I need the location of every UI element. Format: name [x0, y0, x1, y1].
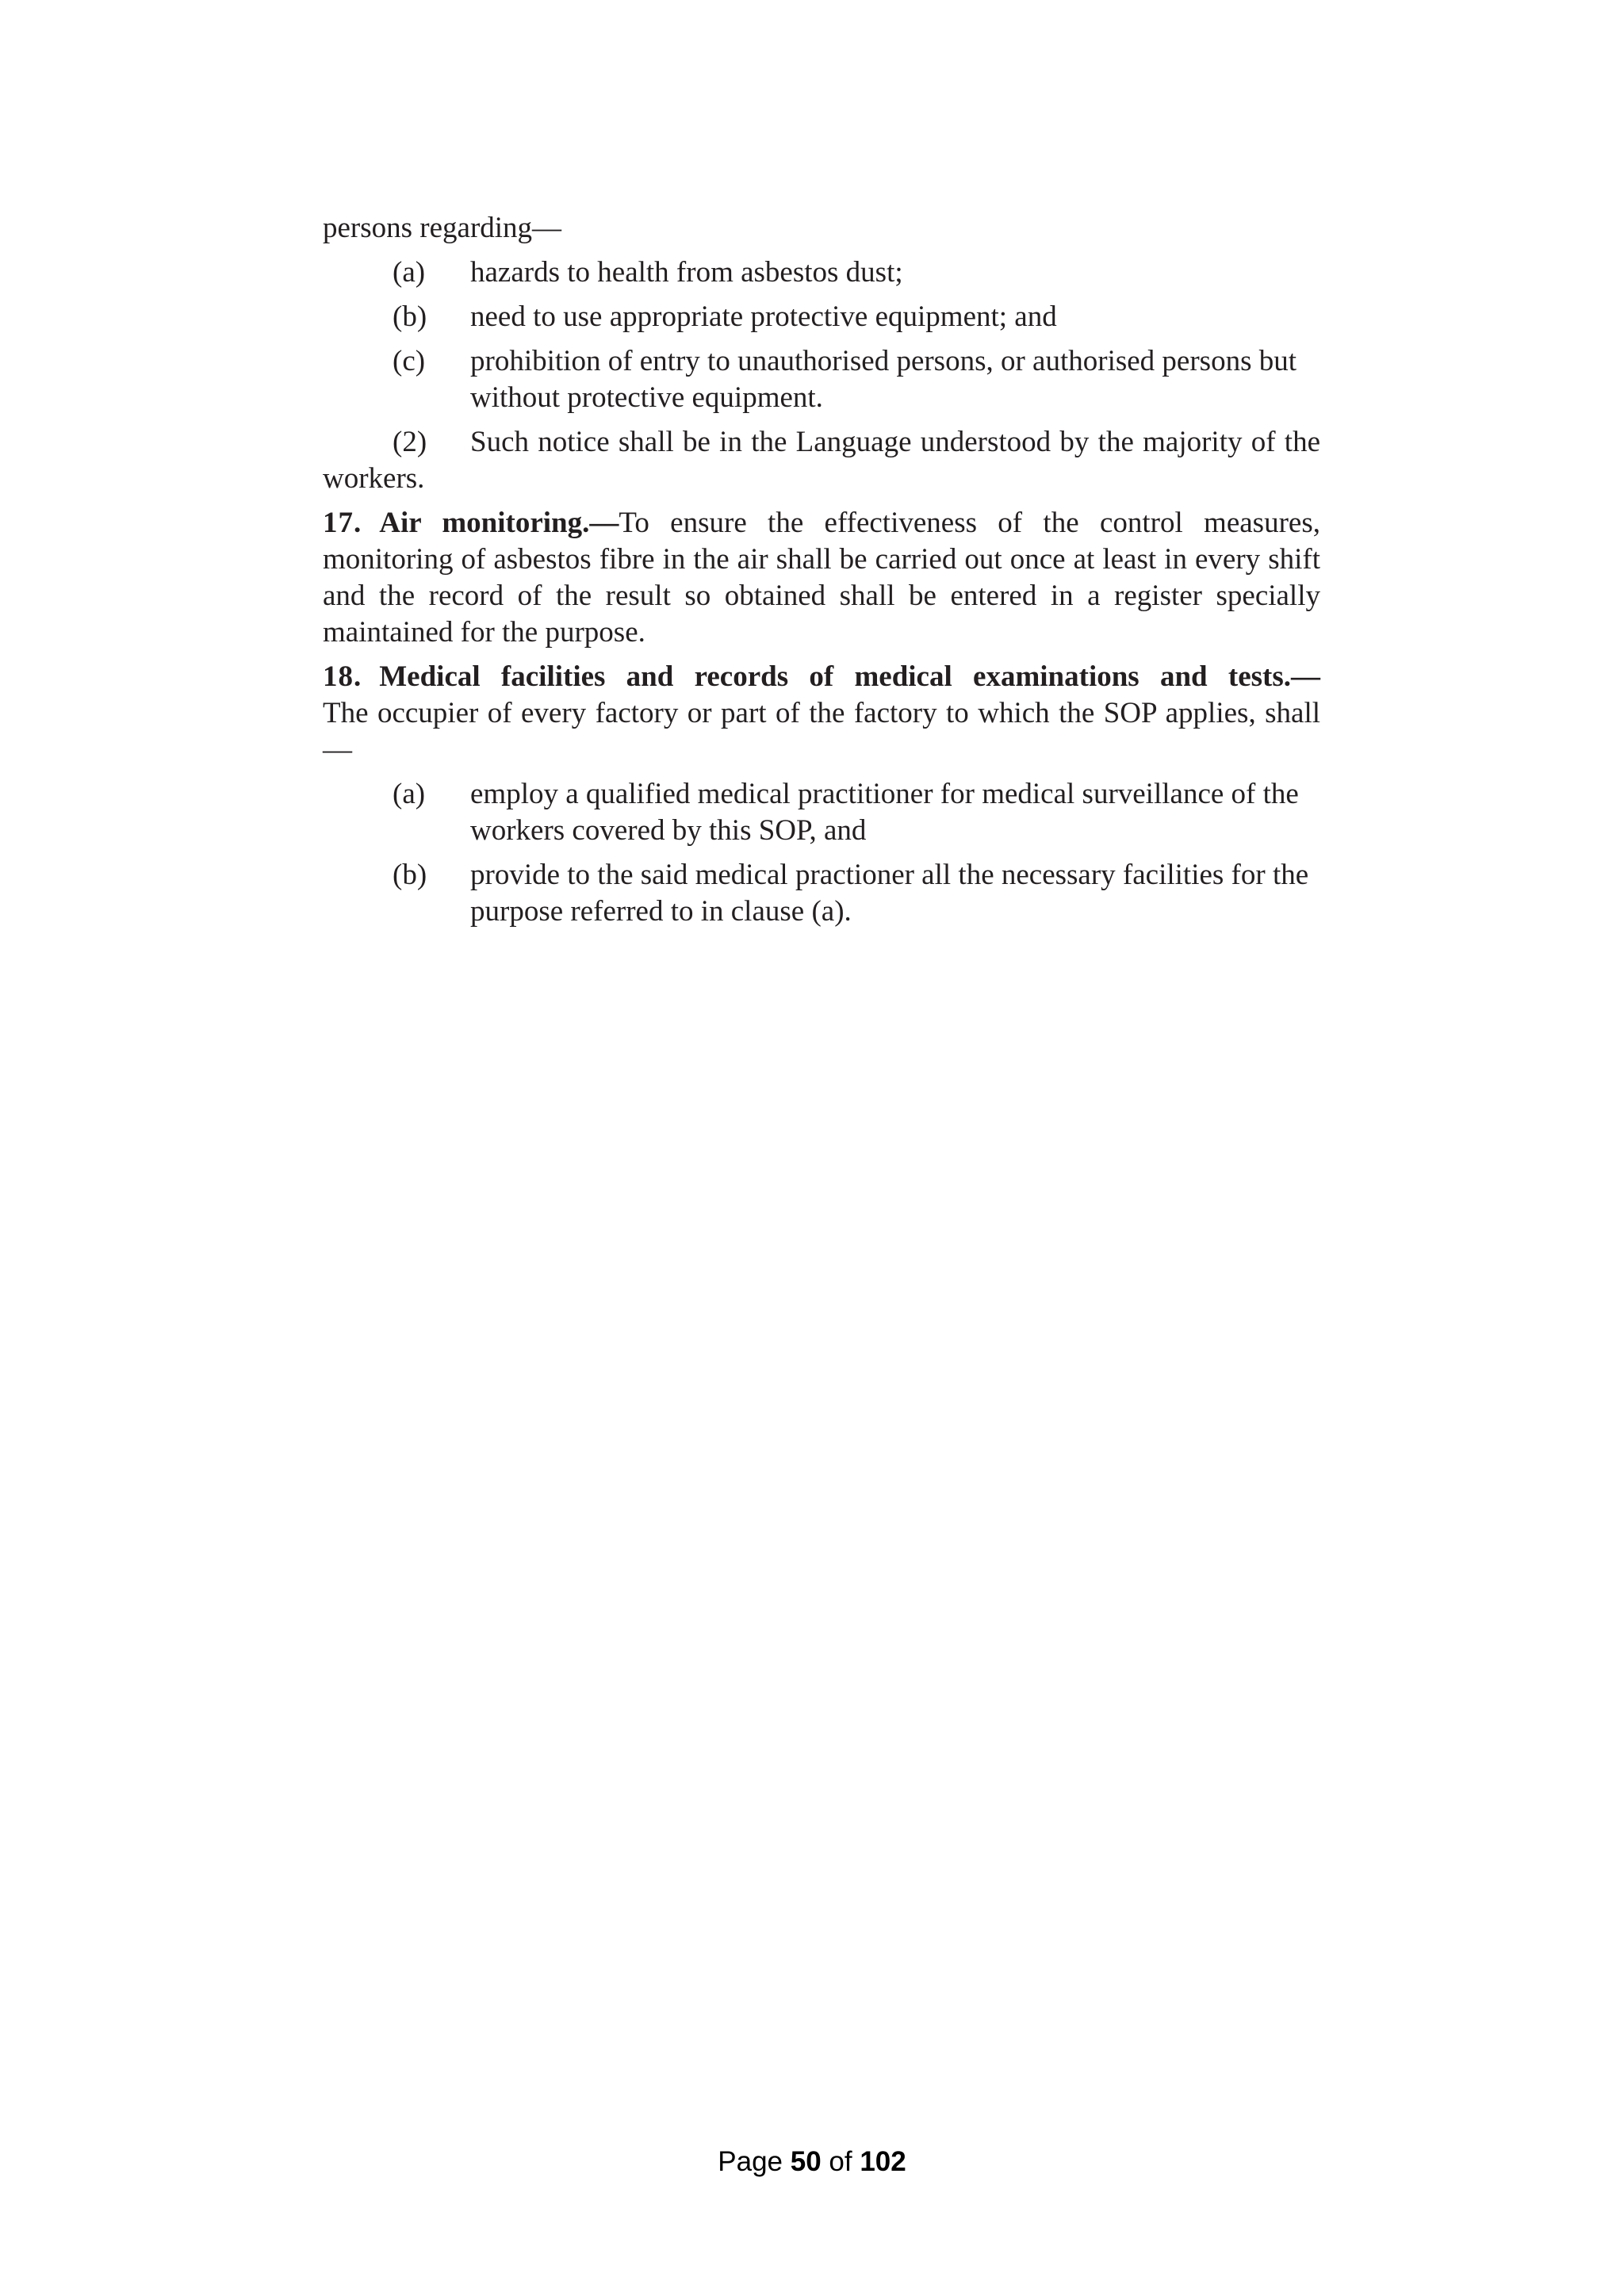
- section-18: [323, 659, 1320, 768]
- item-text: need to use appropriate protective equipment; and: [470, 300, 1057, 333]
- item-label: (a): [393, 256, 426, 289]
- page-footer: [0, 2146, 1624, 2178]
- section-number: 18.: [323, 660, 362, 693]
- footer-prefix: Page: [718, 2146, 791, 2177]
- item-label: (b): [393, 300, 427, 333]
- item-text: provide to the said medical practioner all the necessary facilities for the purpose referred to in clause (a).: [470, 859, 1309, 928]
- list-item: [323, 857, 1320, 930]
- item-text: employ a qualified medical practitioner for medical surveillance of the workers covered by this SOP, and: [470, 778, 1299, 847]
- page-number-current: 50: [790, 2146, 822, 2177]
- footer-middle: of: [821, 2146, 860, 2177]
- section-text: The occupier of every factory or part of the factory to which the SOP applies, shall—: [323, 697, 1320, 766]
- item-label: (c): [393, 345, 426, 377]
- page-number-total: 102: [860, 2146, 906, 2177]
- list-item: [323, 299, 1320, 335]
- section-17: [323, 505, 1320, 651]
- subclause-2: [323, 424, 1320, 497]
- section-text: To ensure the effectiveness of the control measures, monitoring of asbestos fibre in the air shall be carried out once at least in every shift and the record of the result so obtained shall be entered in a register specially maintained for the purpose.: [323, 507, 1320, 649]
- list-item: [323, 343, 1320, 416]
- item-label: (b): [393, 859, 427, 891]
- subclause-text: Such notice shall be in the Language understood by the majority of the workers.: [323, 426, 1320, 495]
- item-text: hazards to health from asbestos dust;: [470, 256, 903, 289]
- section-number: 17.: [323, 507, 362, 539]
- section-heading-line: [323, 659, 1320, 695]
- intro-text: persons regarding—: [323, 212, 562, 244]
- document-body: [323, 210, 1320, 938]
- list-item: [323, 254, 1320, 291]
- item-text: prohibition of entry to unauthorised persons, or authorised persons but without protective equipment.: [470, 345, 1297, 414]
- list-item: [323, 776, 1320, 849]
- item-label: (a): [393, 778, 426, 810]
- section-heading: Air monitoring.—: [379, 507, 619, 539]
- section-heading: Medical facilities and records of medical examinations and tests.—: [379, 660, 1320, 693]
- subclause-label: (2): [393, 426, 427, 458]
